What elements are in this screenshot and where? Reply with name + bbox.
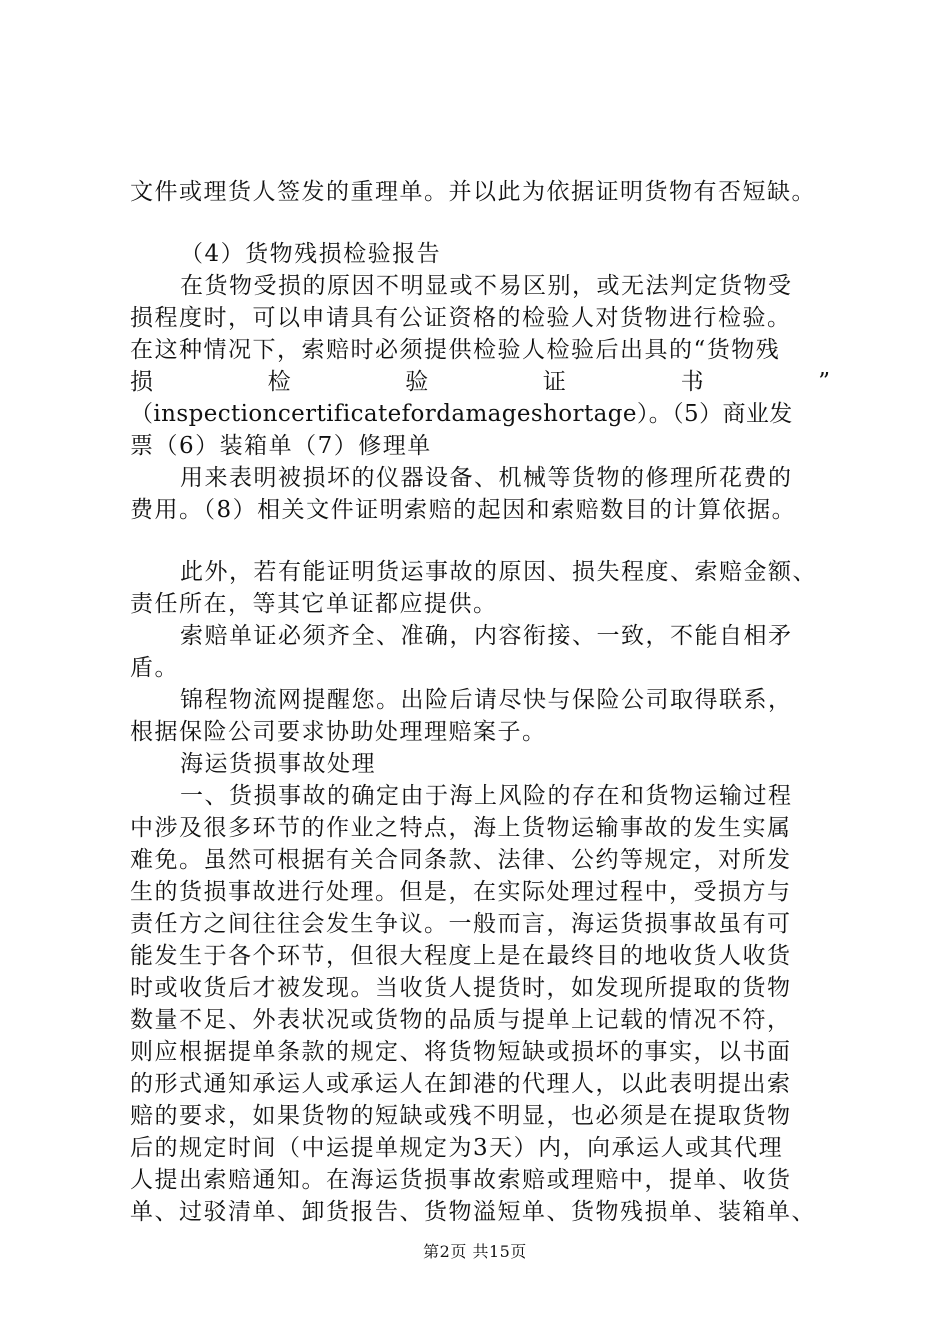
text-line: （inspectioncertificatefordamageshortage）。（5）商业发	[130, 401, 793, 427]
text-line: 此外，若有能证明货运事故的原因、损失程度、索赔金额、	[180, 559, 817, 585]
text-line: 索赔单证必须齐全、准确，内容衔接、一致，不能自相矛	[180, 623, 793, 649]
text-char: 检	[267, 369, 291, 395]
text-char: 证	[542, 369, 566, 395]
text-line: 生的货损事故进行处理。但是，在实际处理过程中，受损方与	[130, 879, 792, 905]
text-line: 在货物受损的原因不明显或不易区别，或无法判定货物受	[180, 273, 793, 299]
text-line: 损程度时，可以申请具有公证资格的检验人对货物进行检验。	[130, 305, 792, 331]
text-line: 难免。虽然可根据有关合同条款、法律、公约等规定，对所发	[130, 847, 792, 873]
page-number-footer: 第2页 共15页	[423, 1242, 527, 1261]
text-line: 中涉及很多环节的作业之特点，海上货物运输事故的发生实属	[130, 815, 792, 841]
text-char: ”	[818, 369, 830, 395]
text-line: 时或收货后才被发现。当收货人提货时，如发现所提取的货物	[130, 975, 792, 1001]
text-line: 一、货损事故的确定由于海上风险的存在和货物运输过程	[180, 783, 793, 809]
text-line-justified	[130, 366, 830, 398]
text-line: 用来表明被损坏的仪器设备、机械等货物的修理所花费的	[180, 465, 793, 491]
text-char: 验	[405, 369, 429, 395]
text-line: 赔的要求，如果货物的短缺或残不明显，也必须是在提取货物	[130, 1103, 792, 1129]
text-line: 责任所在，等其它单证都应提供。	[130, 591, 498, 617]
text-line: 则应根据提单条款的规定、将货物短缺或损坏的事实，以书面	[130, 1039, 792, 1065]
text-line: 锦程物流网提醒您。出险后请尽快与保险公司取得联系，	[180, 687, 793, 713]
text-line: 责任方之间往往会发生争议。一般而言，海运货损事故虽有可	[130, 911, 792, 937]
text-line: 能发生于各个环节，但很大程度上是在最终目的地收货人收货	[130, 943, 792, 969]
section-heading: 海运货损事故处理	[180, 751, 376, 777]
text-char: 书	[680, 369, 704, 395]
text-line: 的形式通知承运人或承运人在卸港的代理人，以此表明提出索	[130, 1071, 792, 1097]
text-line: 在这种情况下，索赔时必须提供检验人检验后出具的“货物残	[130, 337, 781, 363]
text-line: 根据保险公司要求协助处理理赔案子。	[130, 719, 547, 745]
text-line: 后的规定时间（中运提单规定为3天）内，向承运人或其代理	[130, 1135, 784, 1161]
text-char: 损	[130, 369, 153, 395]
text-line: 盾。	[130, 655, 179, 681]
text-line: 单、过驳清单、卸货报告、货物溢短单、货物残损单、装箱单、	[130, 1199, 816, 1225]
text-line: （4）货物残损检验报告	[180, 241, 442, 267]
text-line: 费用。（8）相关文件证明索赔的起因和索赔数目的计算依据。	[130, 497, 797, 523]
text-line: 人提出索赔通知。在海运货损事故索赔或理赔中，提单、收货	[130, 1167, 792, 1193]
text-line: 票（6）装箱单（7）修理单	[130, 433, 432, 459]
text-line: 文件或理货人签发的重理单。并以此为依据证明货物有否短缺。	[130, 179, 816, 205]
text-line: 数量不足、外表状况或货物的品质与提单上记载的情况不符，	[130, 1007, 792, 1033]
